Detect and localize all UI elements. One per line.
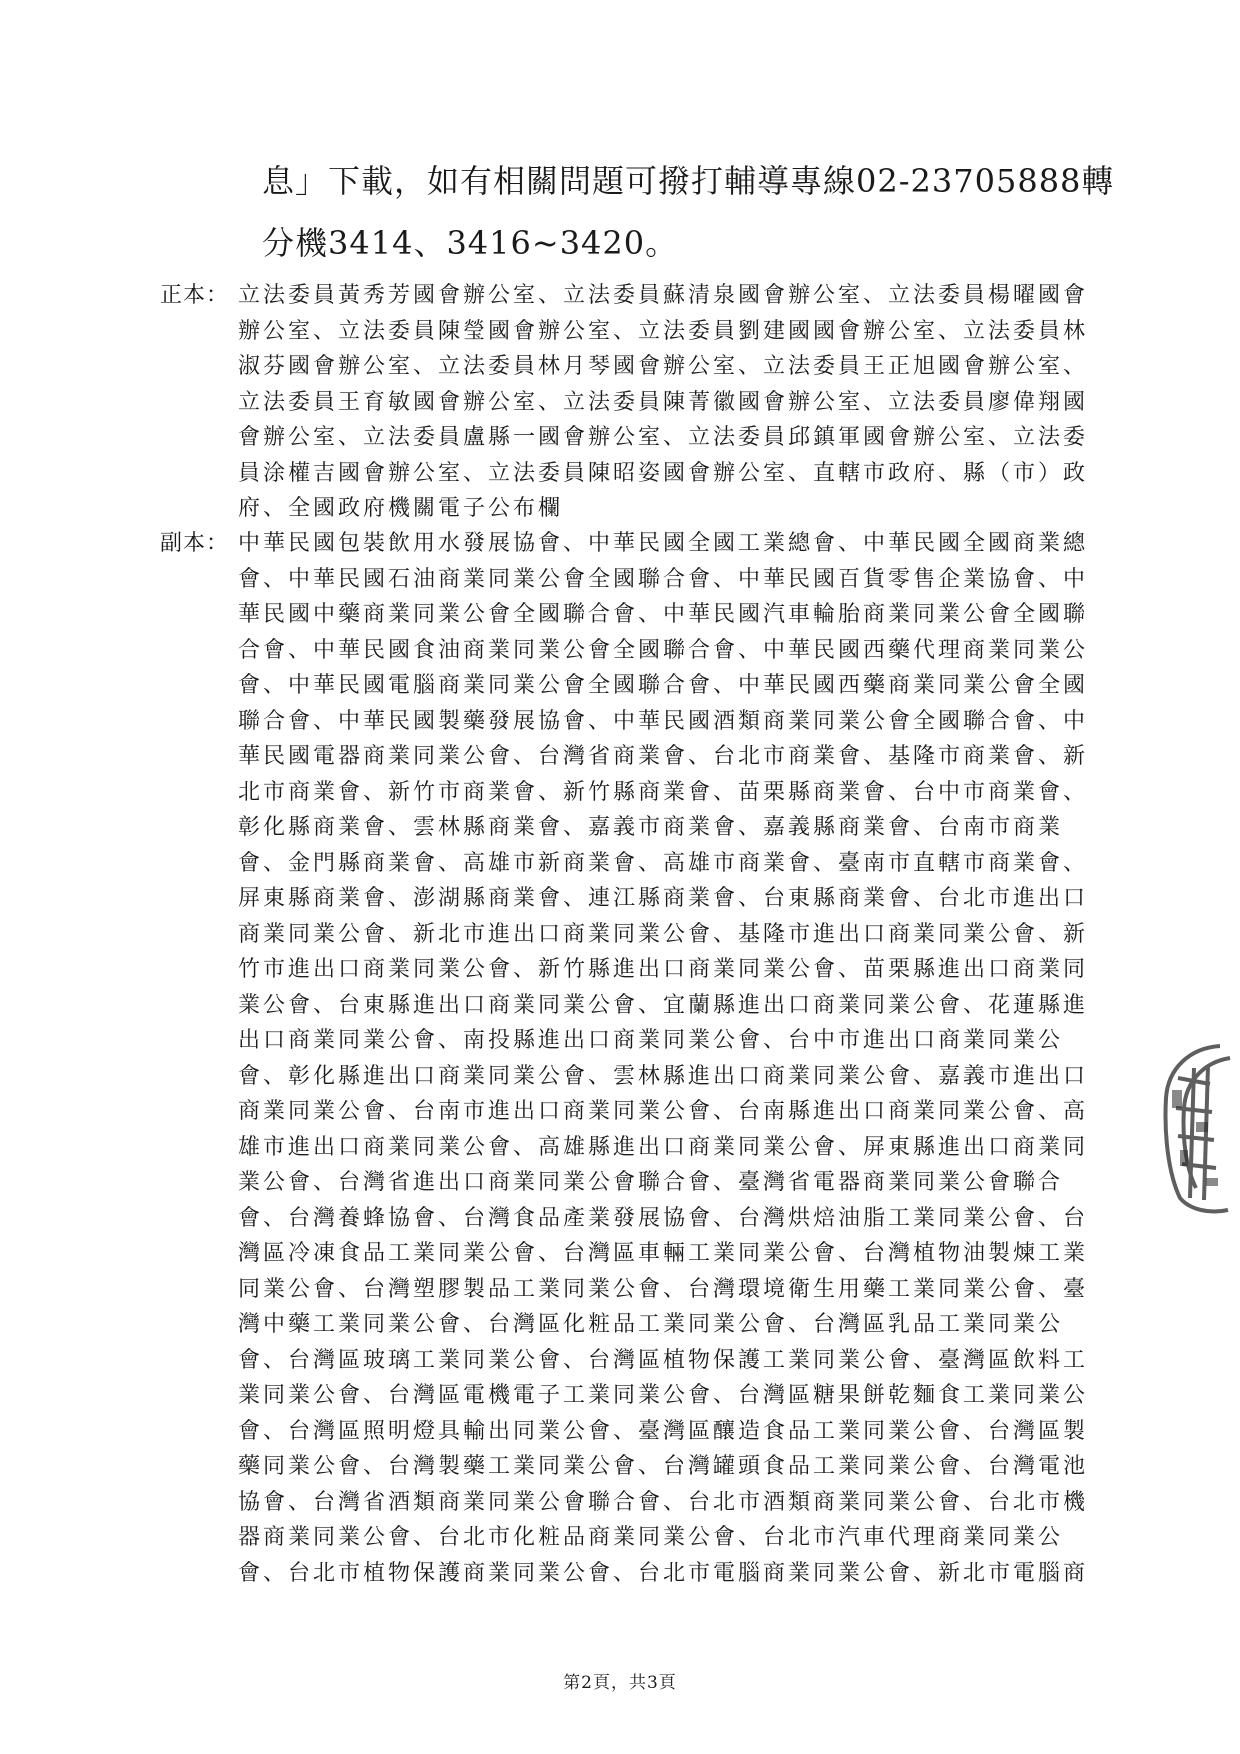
copy-recipients-list <box>238 526 1158 1591</box>
copy-line: 聯合會、中華民國製藥發展協會、中華民國酒類商業同業公會全國聯合會、中 <box>238 708 1089 734</box>
copy-line: 出口商業同業公會、南投縣進出口商業同業公會、台中市進出口商業同業公 <box>238 1028 1064 1053</box>
recipient-line: 府、全國政府機關電子公布欄 <box>238 496 564 521</box>
page-number: 第2頁，共3頁 <box>563 1673 677 1693</box>
copy-line: 會、台灣養蜂協會、台灣食品產業發展協會、台灣烘焙油脂工業同業公會、台 <box>238 1205 1089 1231</box>
recipient-line: 員涂權吉國會辦公室、立法委員陳昭姿國會辦公室、直轄市政府、縣（市）政 <box>238 460 1089 486</box>
original-recipients-list <box>238 278 1158 527</box>
copy-line: 會、台灣區照明燈具輸出同業公會、臺灣區釀造食品工業同業公會、台灣區製 <box>238 1418 1089 1444</box>
copy-line: 合會、中華民國食油商業同業公會全國聯合會、中華民國西藥代理商業同業公 <box>238 637 1089 663</box>
intro-line: 分機3414、3416~3420。 <box>262 224 679 262</box>
recipient-line: 立法委員王育敏國會辦公室、立法委員陳菁徽國會辦公室、立法委員廖偉翔國 <box>238 389 1089 415</box>
copy-line: 協會、台灣省酒類商業同業公會聯合會、台北市酒類商業同業公會、台北市機 <box>238 1489 1089 1515</box>
copy-line: 業公會、台東縣進出口商業同業公會、宜蘭縣進出口商業同業公會、花蓮縣進 <box>238 992 1089 1018</box>
intro-line: 息」下載，如有相關問題可撥打輔導專線02-23705888轉 <box>262 162 1115 200</box>
recipient-line: 立法委員黃秀芳國會辦公室、立法委員蘇清泉國會辦公室、立法委員楊曜國會 <box>238 283 1089 308</box>
copy-line: 器商業同業公會、台北市化粧品商業同業公會、台北市汽車代理商業同業公 <box>238 1525 1064 1550</box>
recipient-line: 辦公室、立法委員陳瑩國會辦公室、立法委員劉建國國會辦公室、立法委員林 <box>238 318 1089 344</box>
stamp-seal-graphic <box>1150 1038 1240 1218</box>
copy-line: 彰化縣商業會、雲林縣商業會、嘉義市商業會、嘉義縣商業會、台南市商業 <box>238 815 1064 840</box>
copy-line: 業同業公會、台灣區電機電子工業同業公會、台灣區糖果餅乾麵食工業同業公 <box>238 1383 1089 1408</box>
copy-line: 商業同業公會、台南市進出口商業同業公會、台南縣進出口商業同業公會、高 <box>238 1099 1089 1124</box>
copy-line: 華民國中藥商業同業公會全國聯合會、中華民國汽車輪胎商業同業公會全國聯 <box>238 602 1089 627</box>
copy-line: 華民國電器商業同業公會、台灣省商業會、台北市商業會、基隆市商業會、新 <box>238 744 1089 769</box>
copy-line: 會、彰化縣進出口商業同業公會、雲林縣進出口商業同業公會、嘉義市進出口 <box>238 1063 1089 1089</box>
copy-line: 會、中華民國電腦商業同業公會全國聯合會、中華民國西藥商業同業公會全國 <box>238 673 1089 698</box>
copy-line: 灣中藥工業同業公會、台灣區化粧品工業同業公會、台灣區乳品工業同業公 <box>238 1312 1064 1337</box>
copy-line: 中華民國包裝飲用水發展協會、中華民國全國工業總會、中華民國全國商業總 <box>238 531 1089 556</box>
copy-line: 竹市進出口商業同業公會、新竹縣進出口商業同業公會、苗栗縣進出口商業同 <box>238 957 1089 982</box>
copy-line: 會、金門縣商業會、高雄市新商業會、高雄市商業會、臺南市直轄市商業會、 <box>238 850 1089 876</box>
copy-line: 業公會、台灣省進出口商業同業公會聯合會、臺灣省電器商業同業公會聯合 <box>238 1170 1064 1195</box>
copy-line: 藥同業公會、台灣製藥工業同業公會、台灣罐頭食品工業同業公會、台灣電池 <box>238 1454 1089 1479</box>
copy-line: 北市商業會、新竹市商業會、新竹縣商業會、苗栗縣商業會、台中市商業會、 <box>238 779 1089 805</box>
recipient-line: 淑芬國會辦公室、立法委員林月琴國會辦公室、立法委員王正旭國會辦公室、 <box>238 354 1089 379</box>
copy-line: 商業同業公會、新北市進出口商業同業公會、基隆市進出口商業同業公會、新 <box>238 921 1089 947</box>
intro-paragraph <box>262 150 1115 274</box>
copy-line: 屏東縣商業會、澎湖縣商業會、連江縣商業會、台東縣商業會、台北市進出口 <box>238 886 1089 911</box>
stamp-seal-icon <box>1150 1038 1240 1218</box>
original-recipients-label: 正本： <box>160 283 230 308</box>
copy-line: 雄市進出口商業同業公會、高雄縣進出口商業同業公會、屏東縣進出口商業同 <box>238 1134 1089 1160</box>
copy-line: 同業公會、台灣塑膠製品工業同業公會、台灣環境衛生用藥工業同業公會、臺 <box>238 1276 1089 1302</box>
copy-line: 灣區冷凍食品工業同業公會、台灣區車輛工業同業公會、台灣植物油製煉工業 <box>238 1241 1089 1266</box>
copy-line: 會、中華民國石油商業同業公會全國聯合會、中華民國百貨零售企業協會、中 <box>238 566 1089 592</box>
copy-recipients-label: 副本： <box>160 531 230 556</box>
copy-line: 會、台北市植物保護商業同業公會、台北市電腦商業同業公會、新北市電腦商 <box>238 1560 1089 1586</box>
recipient-line: 會辦公室、立法委員盧縣一國會辦公室、立法委員邱鎮軍國會辦公室、立法委 <box>238 425 1089 450</box>
copy-line: 會、台灣區玻璃工業同業公會、台灣區植物保護工業同業公會、臺灣區飲料工 <box>238 1347 1089 1373</box>
